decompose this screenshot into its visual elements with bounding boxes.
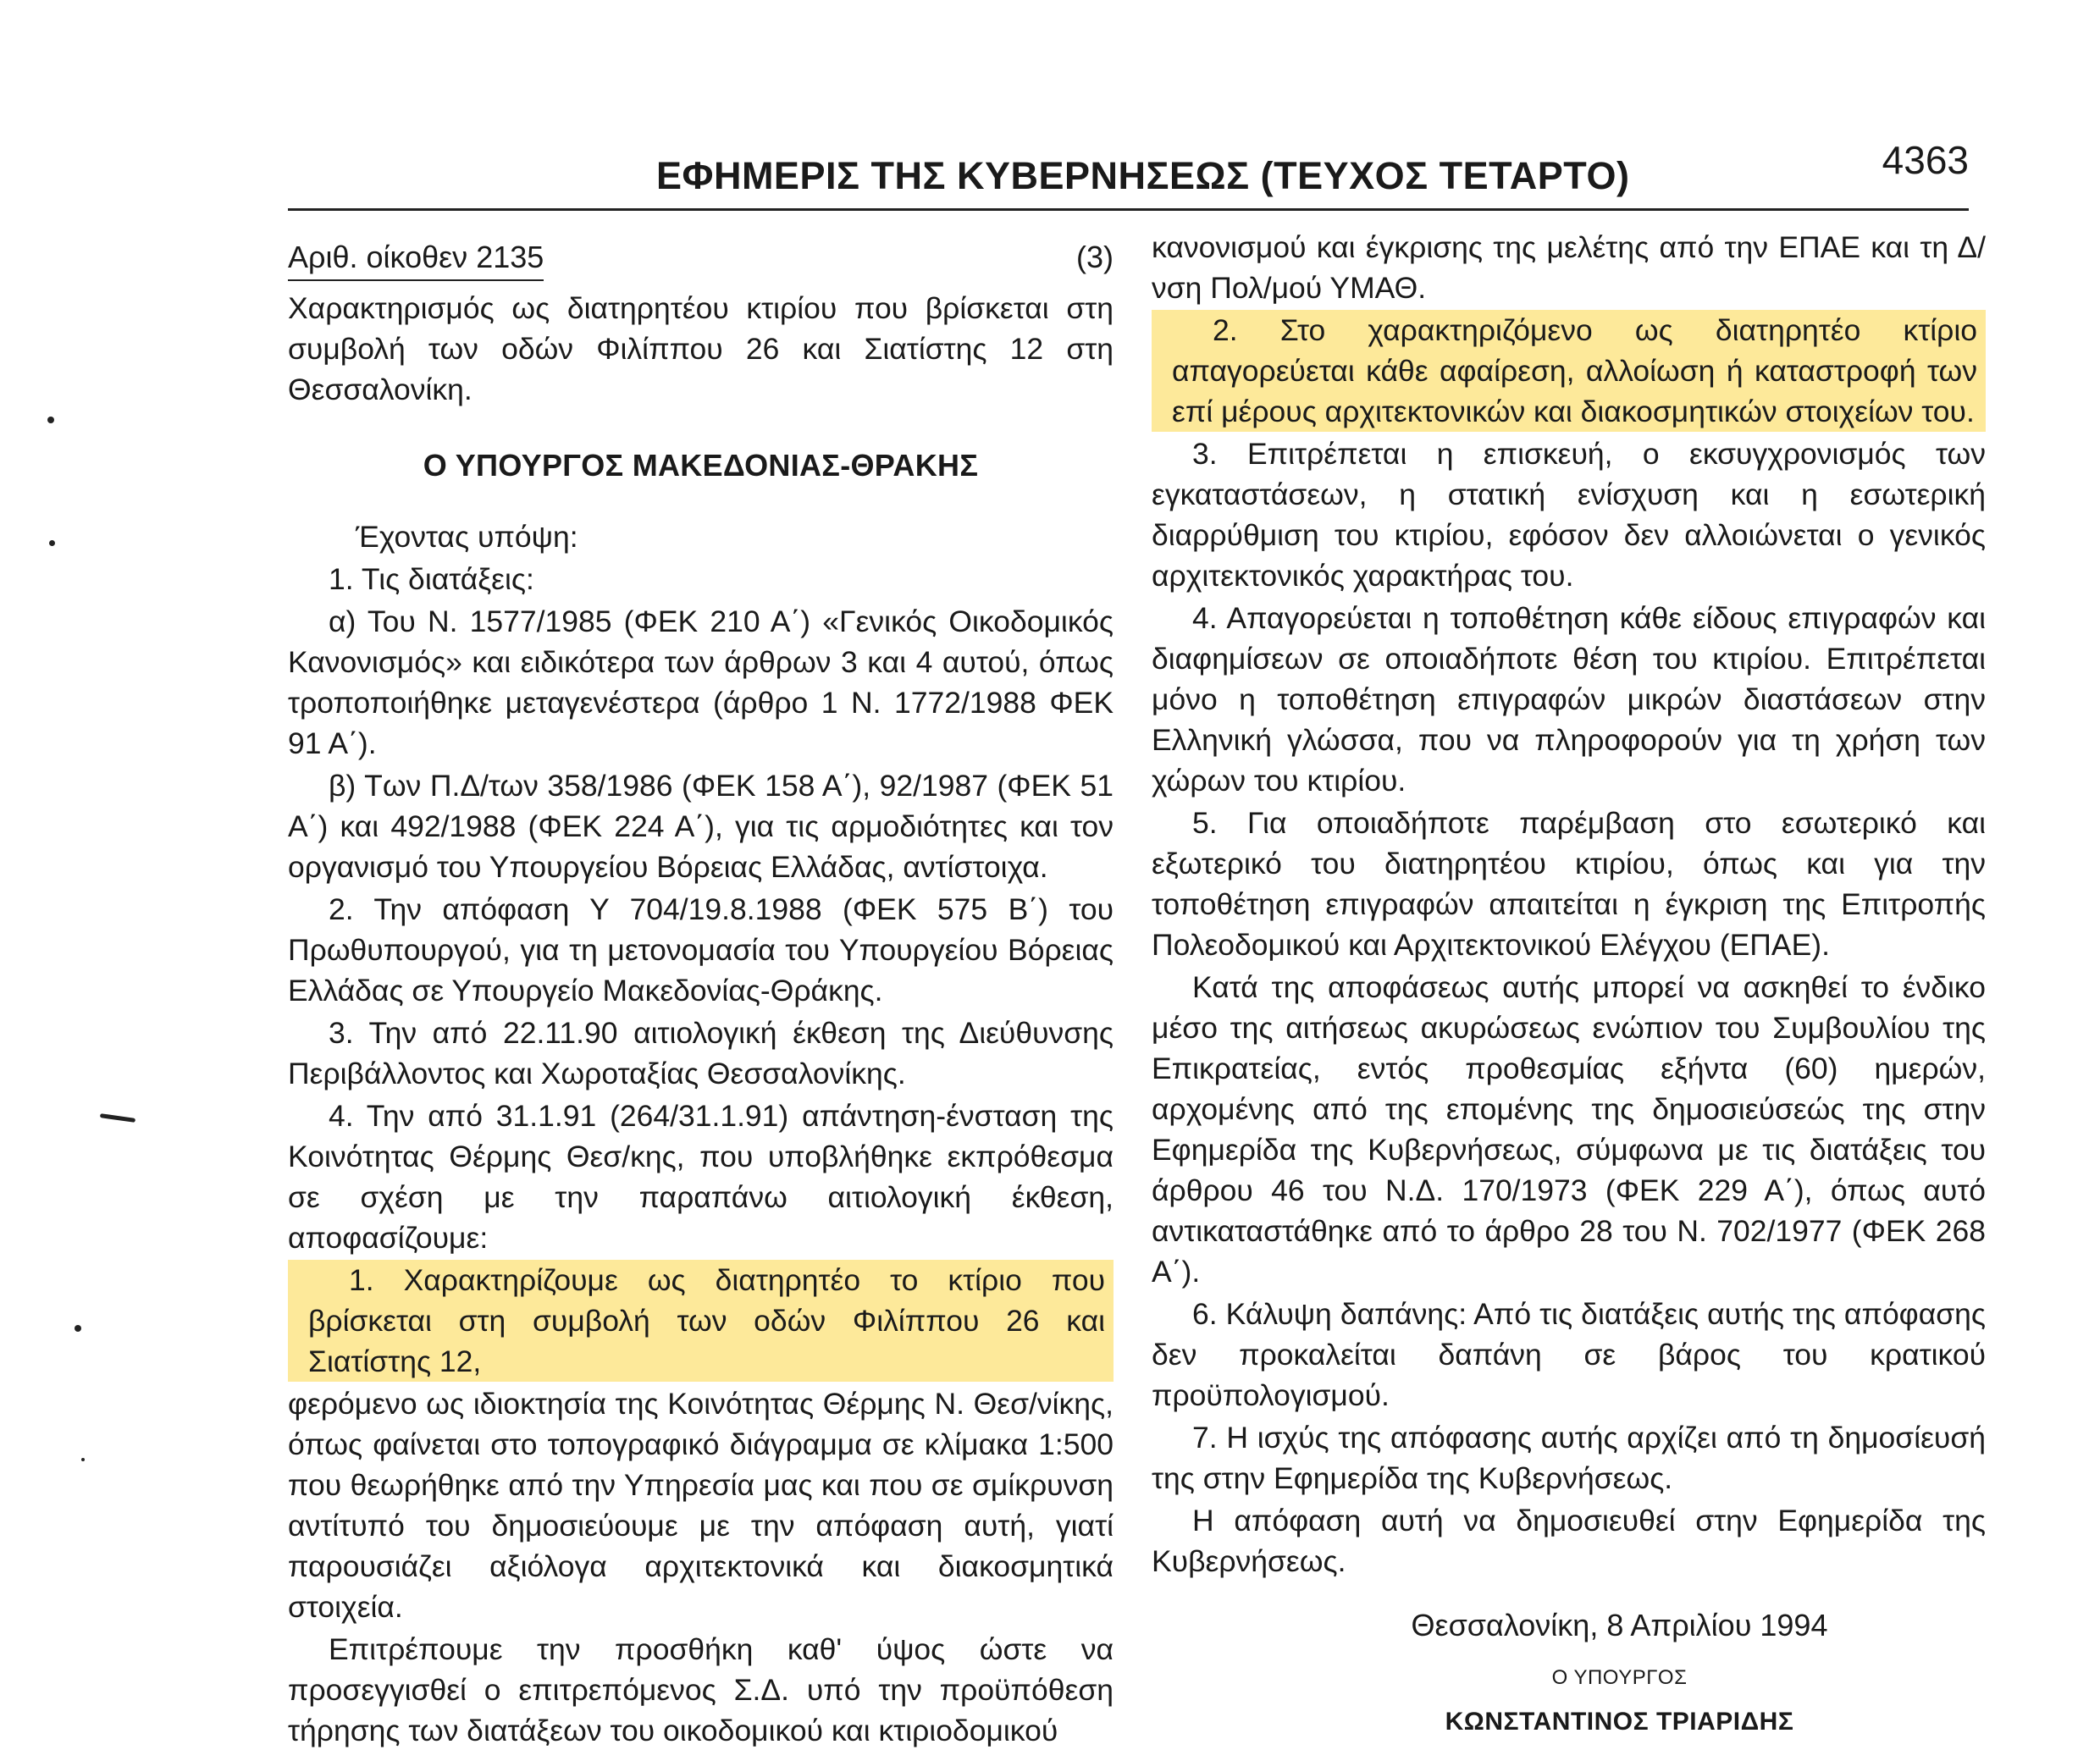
signatory-role: Ο ΥΠΟΥΡΓΟΣ [1551,1666,1688,1689]
decision-1-end: κανονισμού και έγκρισης της μελέτης από την ΕΠΑΕ και τη Δ/νση Πολ/μού ΥΜΑΘ. [1152,230,1986,305]
left-column [288,237,1114,1753]
signing-date: Θεσσαλονίκη, 8 Απριλίου 1994 [1411,1608,1828,1642]
decision-1-highlighted: 1. Χαρακτηρίζουμε ως διατηρητέο το κτίριο που βρίσκεται στη συμβολή των οδών Φιλίππου 26 και Σιατίστης 12, [288,1260,1114,1382]
decision-1-addition: Επιτρέπουμε την προσθήκη καθ' ύψος ώστε να προσεγγισθεί ο επιτρεπόμενος Σ.Δ. υπό την προϋπόθεση τήρησης των διατάξεων του οικοδομικού και κτιριοδομικού [288,1632,1114,1747]
decision-4: 4. Απαγορεύεται η τοποθέτηση κάθε είδους επιγραφών και διαφημίσεων σε οποιαδήποτε θέση του κτιρίου. Επιτρέπεται μόνο η τοποθέτηση επιγραφών μικρών διαστάσεων στην Ελληνική γλώσσα, που να πληροφορούν για τη χρήση των χώρων του κτιρίου. [1152,601,1986,798]
scan-dot-1 [47,417,54,423]
provision-1b: β) Των Π.Δ/των 358/1986 (ΦΕΚ 158 Α΄), 92/1987 (ΦΕΚ 51 Α΄) και 492/1988 (ΦΕΚ 224 Α΄), για τις αρμοδιότητες και τον οργανισμό του Υπουργείου Βόρειας Ελλάδας, αντίστοιχα. [288,769,1114,884]
provision-1a: α) Του Ν. 1577/1985 (ΦΕΚ 210 Α΄) «Γενικός Οικοδομικός Κανονισμός» και ειδικότερα των άρθρων 3 και 4 αυτού, όπως τροποποιήθηκε μεταγενέστερα (άρθρο 1 Ν. 1772/1988 ΦΕΚ 91 Α΄). [288,604,1114,760]
header-rule [288,208,1969,211]
provision-4: 4. Την από 31.1.91 (264/31.1.91) απάντηση-ένσταση της Κοινότητας Θέρμης Θεσ/κης, που υποβλήθηκε εκπρόθεσμα σε σχέση με την παραπάνω αιτιολογική έκθεση, αποφασίζουμε: [288,1099,1114,1255]
gazette-title: ΕΦΗΜΕΡΙΣ ΤΗΣ ΚΥΒΕΡΝΗΣΕΩΣ (ΤΕΥΧΟΣ ΤΕΤΑΡΤΟ) [656,154,1630,197]
decision-7: 7. Η ισχύς της απόφασης αυτής αρχίζει από τη δημοσίευσή της στην Εφημερίδα της Κυβερνήσεως. [1152,1421,1986,1495]
decision-2-highlighted: 2. Στο χαρακτηριζόμενο ως διατηρητέο κτίριο απαγορεύεται κάθε αφαίρεση, αλλοίωση ή καταστροφή των επί μέρους αρχιτεκτονικών και διακοσμητικών στοιχείων του. [1152,310,1986,432]
publication-order: Η απόφαση αυτή να δημοσιευθεί στην Εφημερίδα της Κυβερνήσεως. [1152,1504,1986,1578]
reference-row [288,237,1114,284]
decision-5: 5. Για οποιαδήποτε παρέμβαση στο εσωτερικό και εξωτερικό του διατηρητέου κτιρίου, όπως και για την τοποθέτηση επιγραφών απαιτείται η έγκριση της Επιτροπής Πολεοδομικού και Αρχιτεκτονικού Ελέγχου (ΕΠΑΕ). [1152,806,1986,962]
scan-dot-3 [75,1325,81,1332]
reference-number: Αριθ. οίκοθεν 2135 [288,237,544,281]
decision-1-continued: φερόμενο ως ιδιοκτησία της Κοινότητας Θέρμης Ν. Θεσ/νίκης, όπως φαίνεται στο τοπογραφικό διάγραμμα σε κλίμακα 1:500 που θεωρήθηκε από την Υπηρεσία μας και που σε σμίκρυνση αντίτυπό του δημοσιεύουμε με την απόφαση αυτή, γιατί παρουσιάζει αξιόλογα αρχιτεκτονικά και διακοσμητικά στοιχεία. [288,1387,1114,1624]
scan-dot-4 [81,1458,85,1461]
provision-1: 1. Τις διατάξεις: [329,562,534,596]
provision-3: 3. Την από 22.11.90 αιτιολογική έκθεση της Διεύθυνσης Περιβάλλοντος και Χωροταξίας Θεσσαλονίκης. [288,1016,1114,1090]
decision-3: 3. Επιτρέπεται η επισκευή, ο εκσυγχρονισμός των εγκαταστάσεων, η στατική ενίσχυση και η εσωτερική διαρρύθμιση του κτιρίου, εφόσον δεν αλλοιώνεται ο γενικός αρχιτεκτονικός χαρακτήρας του. [1152,437,1986,593]
appeal-clause: Κατά της αποφάσεως αυτής μπορεί να ασκηθεί το ένδικο μέσο της αιτήσεως ακυρώσεως ενώπιον του Συμβουλίου της Επικρατείας, εντός προθεσμίας εξήντα (60) ημερών, αρχομένης από της επομένης της δημοσιεύσεώς της στην Εφημερίδα της Κυβερνήσεως, σύμφωνα με τις διατάξεις του άρθρου 46 του Ν.Δ. 170/1973 (ΦΕΚ 229 Α΄), όπως αυτό αντικαταστάθηκε από το άρθρο 28 του Ν. 702/1977 (ΦΕΚ 268 Α΄). [1152,970,1986,1289]
scan-dash [100,1113,135,1123]
decision-subject: Χαρακτηρισμός ως διατηρητέου κτιρίου που βρίσκεται στη συμβολή των οδών Φιλίππου 26 και Σιατίστης 12 στη Θεσσαλονίκη. [288,291,1114,406]
authority-heading: Ο ΥΠΟΥΡΓΟΣ ΜΑΚΕΔΟΝΙΑΣ-ΘΡΑΚΗΣ [423,448,979,483]
provision-2: 2. Την απόφαση Υ 704/19.8.1988 (ΦΕΚ 575 Β΄) του Πρωθυπουργού, για τη μετονομασία του Υπουργείου Βόρειας Ελλάδας σε Υπουργείο Μακεδονίας-Θράκης. [288,892,1114,1007]
decision-6: 6. Κάλυψη δαπάνης: Από τις διατάξεις αυτής της απόφασης δεν προκαλείται δαπάνη σε βάρος του κρατικού προϋπολογισμού. [1152,1297,1986,1412]
page-header [288,135,1969,212]
page-number: 4363 [1882,138,1969,182]
signatory-name: ΚΩΝΣΤΑΝΤΙΝΟΣ ΤΡΙΑΡΙΔΗΣ [1445,1708,1794,1736]
right-column [1152,227,1986,1742]
considering-line: Έχοντας υπόψη: [356,520,578,554]
reference-index: (3) [1076,240,1114,274]
scan-dot-2 [49,540,55,546]
